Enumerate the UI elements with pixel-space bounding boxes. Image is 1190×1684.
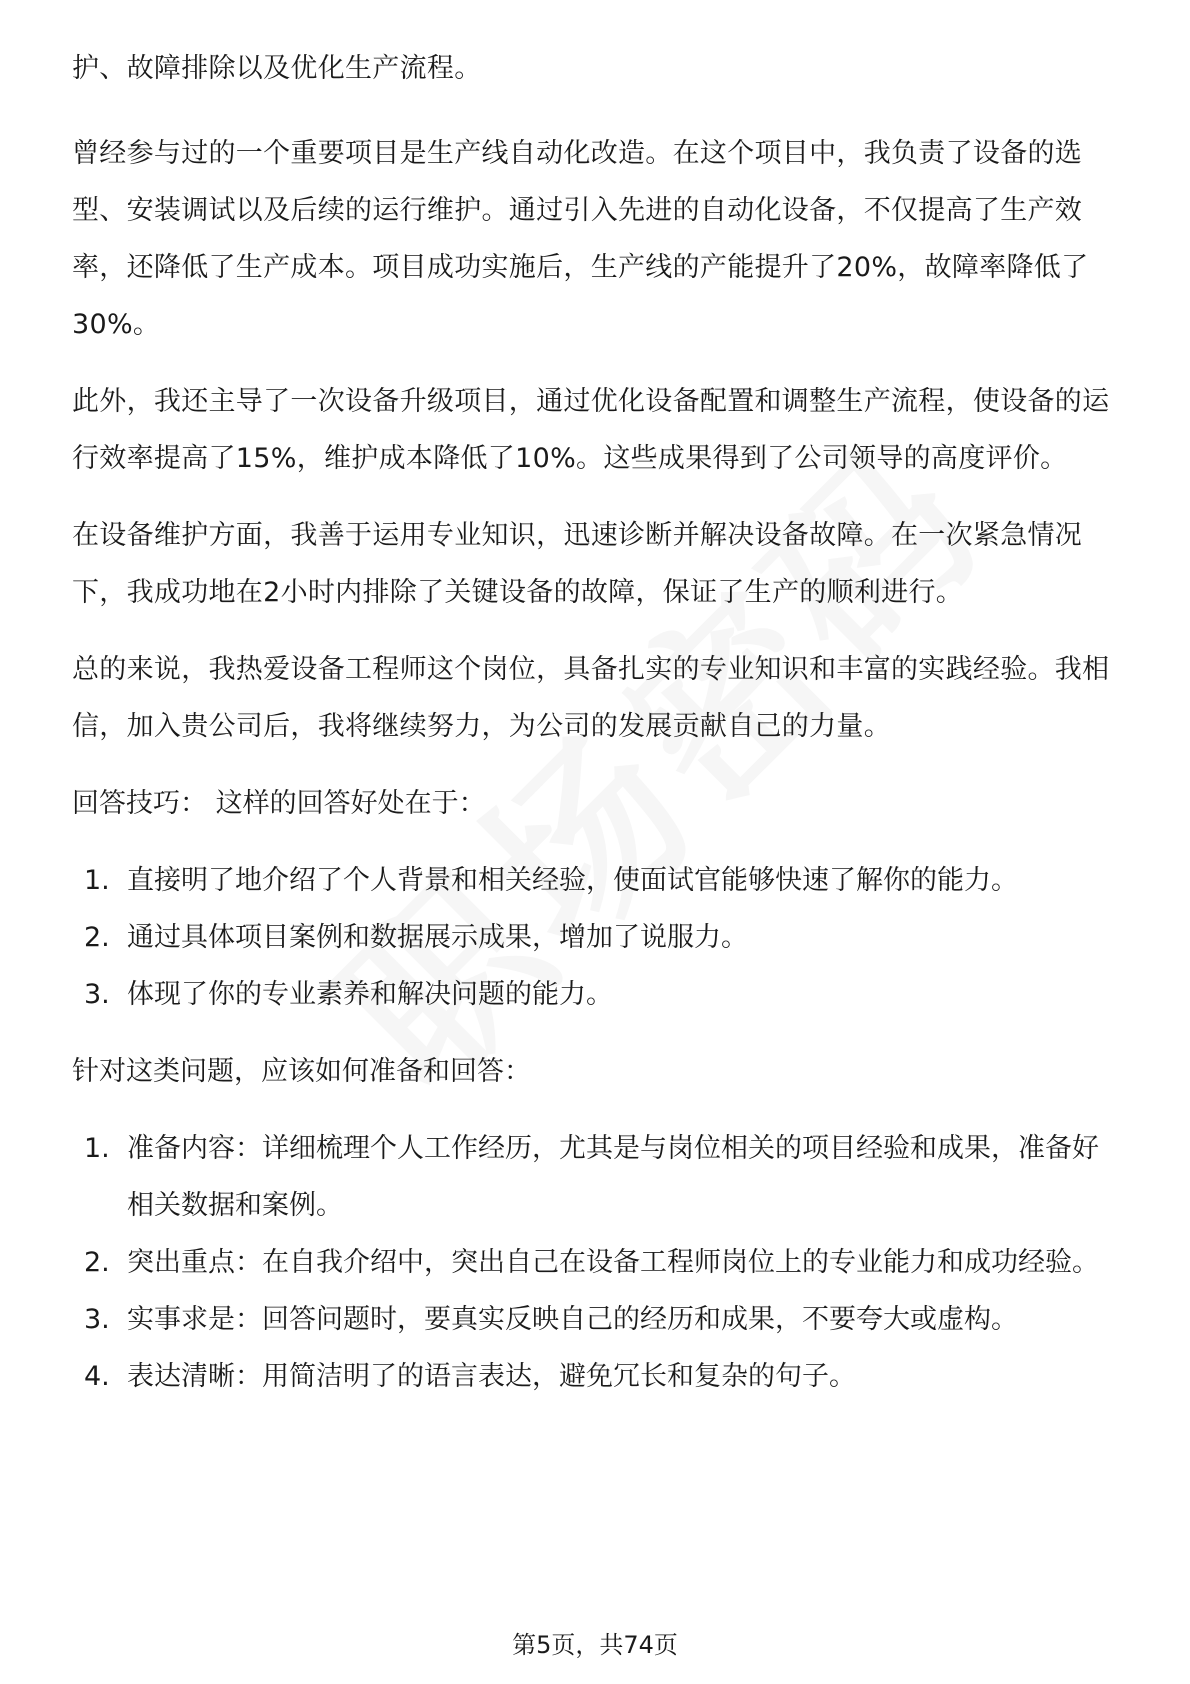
- paragraph: 此外，我还主导了一次设备升级项目，通过优化设备配置和调整生产流程，使设备的运行效率提高了15%，维护成本降低了10%。这些成果得到了公司领导的高度评价。: [72, 386, 1110, 474]
- tips-heading: [72, 775, 1120, 832]
- list-item: [72, 1234, 1120, 1291]
- list-number: 1.: [84, 865, 110, 896]
- list-number: 2.: [84, 922, 110, 953]
- list-text: 突出重点：在自我介绍中，突出自己在设备工程师岗位上的专业能力和成功经验。: [127, 1247, 1099, 1278]
- list-item: [72, 909, 1120, 966]
- paragraph: 在设备维护方面，我善于运用专业知识，迅速诊断并解决设备故障。在一次紧急情况下，我成功地在2小时内排除了关键设备的故障，保证了生产的顺利进行。: [72, 520, 1083, 608]
- list-text: 体现了你的专业素养和解决问题的能力。: [127, 979, 613, 1010]
- list-number: 2.: [84, 1247, 110, 1278]
- tips-list: [72, 852, 1120, 1023]
- prep-heading: 针对这类问题，应该如何准备和回答：: [72, 1056, 531, 1087]
- list-item: [72, 852, 1120, 909]
- document-body: [72, 40, 1120, 1425]
- list-text: 表达清晰：用简洁明了的语言表达，避免冗长和复杂的句子。: [127, 1361, 856, 1392]
- list-item: [72, 1348, 1120, 1405]
- tips-intro: 这样的回答好处在于：: [215, 788, 486, 819]
- list-text: 准备内容：详细梳理个人工作经历，尤其是与岗位相关的项目经验和成果，准备好相关数据和案例。: [127, 1133, 1099, 1221]
- list-number: 4.: [84, 1361, 110, 1392]
- tips-label: 回答技巧：: [72, 788, 207, 819]
- list-number: 1.: [84, 1133, 110, 1164]
- list-text: 直接明了地介绍了个人背景和相关经验，使面试官能够快速了解你的能力。: [127, 865, 1018, 896]
- list-text: 实事求是：回答问题时，要真实反映自己的经历和成果，不要夸大或虚构。: [127, 1304, 1018, 1335]
- list-number: 3.: [84, 1304, 110, 1335]
- page-footer: 第5页，共74页: [512, 1631, 678, 1659]
- list-item: [72, 1291, 1120, 1348]
- list-item: [72, 966, 1120, 1023]
- paragraph: 曾经参与过的一个重要项目是生产线自动化改造。在这个项目中，我负责了设备的选型、安装调试以及后续的运行维护。通过引入先进的自动化设备，不仅提高了生产效率，还降低了生产成本。项目成功实施后，生产线的产能提升了20%，故障率降低了30%。: [72, 138, 1089, 340]
- paragraph: 护、故障排除以及优化生产流程。: [72, 53, 482, 84]
- paragraph: 总的来说，我热爱设备工程师这个岗位，具备扎实的专业知识和丰富的实践经验。我相信，加入贵公司后，我将继续努力，为公司的发展贡献自己的力量。: [72, 654, 1110, 742]
- prep-list: [72, 1120, 1120, 1405]
- list-number: 3.: [84, 979, 110, 1010]
- list-text: 通过具体项目案例和数据展示成果，增加了说服力。: [127, 922, 748, 953]
- list-item: [72, 1120, 1120, 1234]
